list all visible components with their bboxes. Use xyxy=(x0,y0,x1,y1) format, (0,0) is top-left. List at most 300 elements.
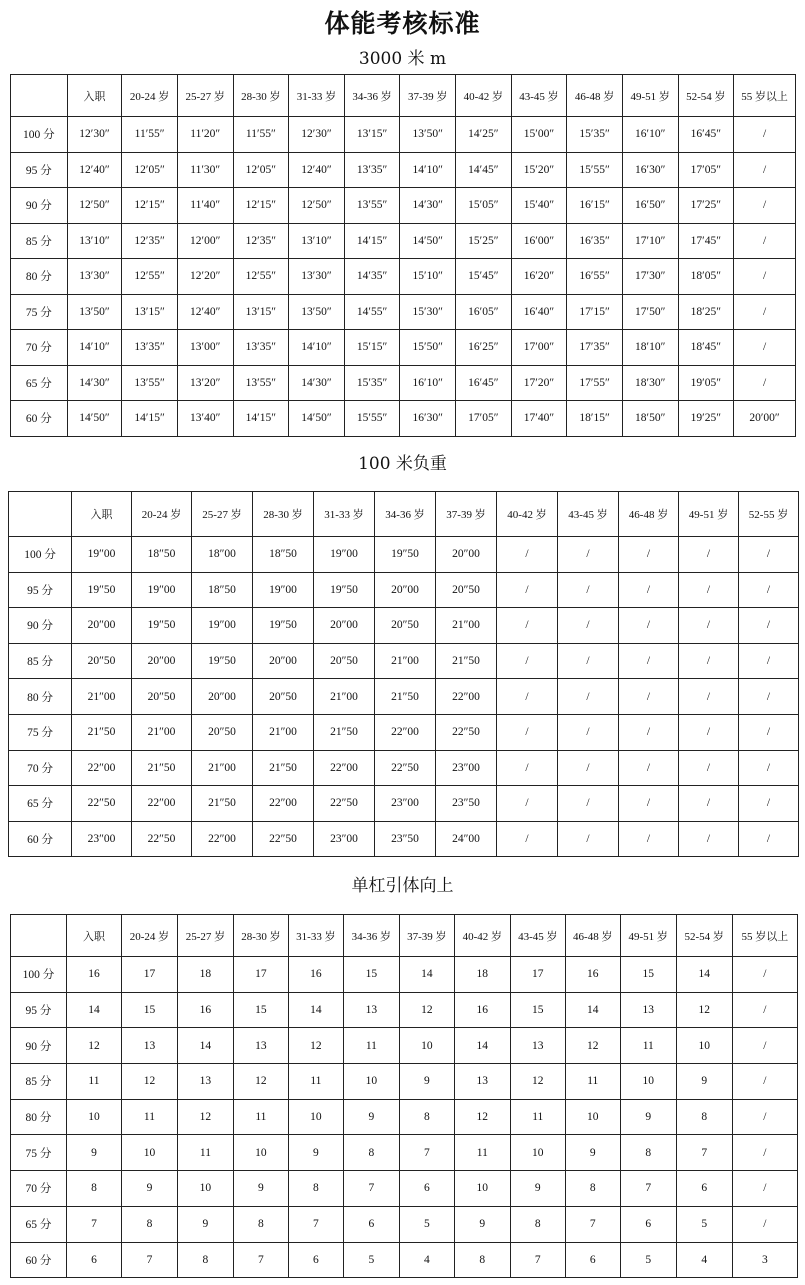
table-cell: 22″00 xyxy=(314,750,375,786)
table-cell: 14 xyxy=(288,992,343,1028)
table-cell: 17′35″ xyxy=(567,330,623,366)
table-cell: / xyxy=(734,117,796,153)
column-header: 34-36 岁 xyxy=(375,492,436,537)
column-header: 52-54 岁 xyxy=(676,915,732,957)
table-cell: 8 xyxy=(288,1171,343,1207)
column-header: 46-48 岁 xyxy=(565,915,620,957)
score-label: 85 分 xyxy=(11,1064,67,1100)
table-cell: 10 xyxy=(288,1099,343,1135)
table-cell: 13 xyxy=(233,1028,288,1064)
table-cell: 9 xyxy=(565,1135,620,1171)
table-cell: 14 xyxy=(676,957,732,993)
table-cell: 16′10″ xyxy=(622,117,678,153)
table-row xyxy=(11,1171,798,1207)
table-cell: 16 xyxy=(177,992,233,1028)
table-cell: 8 xyxy=(121,1206,177,1242)
loaded-100m-table xyxy=(8,491,799,857)
table-cell: 21″50 xyxy=(72,714,132,750)
table-cell: 11 xyxy=(121,1099,177,1135)
table-row xyxy=(11,117,796,153)
table-cell: / xyxy=(679,679,739,715)
score-label: 90 分 xyxy=(11,188,68,224)
table-cell: 14′15″ xyxy=(344,223,400,259)
table-cell: 12 xyxy=(177,1099,233,1135)
table-cell: 12 xyxy=(510,1064,565,1100)
score-label: 75 分 xyxy=(11,1135,67,1171)
table-cell: 10 xyxy=(177,1171,233,1207)
table-cell: 12′50″ xyxy=(67,188,122,224)
column-header: 入职 xyxy=(67,75,122,117)
column-header: 20-24 岁 xyxy=(132,492,192,537)
table-cell: 15′55″ xyxy=(567,152,623,188)
corner-cell xyxy=(9,492,72,537)
table-cell: 21″00 xyxy=(436,608,497,644)
table-cell: 16′20″ xyxy=(511,259,567,295)
table-cell: 16′55″ xyxy=(567,259,623,295)
table-cell: 11 xyxy=(343,1028,399,1064)
table-cell: 18′05″ xyxy=(678,259,734,295)
table-cell: 14 xyxy=(177,1028,233,1064)
table-cell: 12′40″ xyxy=(289,152,345,188)
table-cell: / xyxy=(732,1171,797,1207)
score-label: 95 分 xyxy=(9,572,72,608)
table-row xyxy=(9,679,799,715)
table-cell: 21″50 xyxy=(253,750,314,786)
table-cell: 11 xyxy=(177,1135,233,1171)
table-cell: 21″50 xyxy=(375,679,436,715)
corner-cell xyxy=(11,915,67,957)
table-cell: / xyxy=(619,750,679,786)
score-label: 100 分 xyxy=(11,117,68,153)
table-cell: 17′40″ xyxy=(511,401,567,437)
score-label: 90 分 xyxy=(11,1028,67,1064)
table-cell: 13′10″ xyxy=(67,223,122,259)
table-cell: / xyxy=(734,188,796,224)
table-cell: 9 xyxy=(233,1171,288,1207)
table-cell: 8 xyxy=(343,1135,399,1171)
score-label: 75 分 xyxy=(11,294,68,330)
table-cell: / xyxy=(619,679,679,715)
table-cell: 17′20″ xyxy=(511,365,567,401)
table-cell: 12 xyxy=(399,992,454,1028)
table-cell: / xyxy=(497,714,558,750)
table-cell: 6 xyxy=(676,1171,732,1207)
table-cell: 15′30″ xyxy=(400,294,456,330)
table-cell: / xyxy=(739,679,799,715)
table-cell: 8 xyxy=(620,1135,676,1171)
table-heading: 100 米负重 xyxy=(358,454,447,474)
table-cell: 19′05″ xyxy=(678,365,734,401)
table-cell: 12′20″ xyxy=(177,259,233,295)
table-row xyxy=(11,957,798,993)
table-cell: / xyxy=(497,572,558,608)
table-cell: 9 xyxy=(343,1099,399,1135)
column-header: 52-54 岁 xyxy=(678,75,734,117)
table-cell: 10 xyxy=(399,1028,454,1064)
table-header-row xyxy=(11,915,798,957)
table-cell: / xyxy=(739,537,799,573)
table-cell: 20″50 xyxy=(72,643,132,679)
table-cell: 18′45″ xyxy=(678,330,734,366)
table-cell: 22″50 xyxy=(375,750,436,786)
table-cell: 14′10″ xyxy=(400,152,456,188)
table-cell: 7 xyxy=(676,1135,732,1171)
table-cell: 12 xyxy=(565,1028,620,1064)
table-cell: 13′15″ xyxy=(344,117,400,153)
table-cell: 12 xyxy=(66,1028,121,1064)
table-cell: / xyxy=(739,572,799,608)
table-cell: 17 xyxy=(510,957,565,993)
score-label: 70 分 xyxy=(11,330,68,366)
table-cell: / xyxy=(558,537,619,573)
table-row xyxy=(11,259,796,295)
table-cell: 19″50 xyxy=(375,537,436,573)
table-cell: 16′00″ xyxy=(511,223,567,259)
table-cell: 23″00 xyxy=(436,750,497,786)
table-cell: 23″00 xyxy=(72,821,132,857)
table-cell: / xyxy=(732,1028,797,1064)
table-cell: 16′10″ xyxy=(400,365,456,401)
table-cell: 13′55″ xyxy=(233,365,289,401)
table-cell: 13 xyxy=(454,1064,510,1100)
table-cell: 14′55″ xyxy=(344,294,400,330)
table-cell: 9 xyxy=(620,1099,676,1135)
score-label: 95 分 xyxy=(11,992,67,1028)
table-cell: / xyxy=(732,1099,797,1135)
table-cell: / xyxy=(558,679,619,715)
pull-up-table xyxy=(10,914,798,1278)
column-header: 55 岁以上 xyxy=(734,75,796,117)
table-cell: 11 xyxy=(565,1064,620,1100)
table-cell: / xyxy=(734,365,796,401)
column-header: 40-42 岁 xyxy=(497,492,558,537)
table-cell: 22″50 xyxy=(314,786,375,822)
column-header: 46-48 岁 xyxy=(619,492,679,537)
table-cell: 10 xyxy=(233,1135,288,1171)
table-cell: 11 xyxy=(620,1028,676,1064)
table-cell: 17′05″ xyxy=(456,401,512,437)
table-cell: / xyxy=(497,750,558,786)
table-cell: 20′00″ xyxy=(734,401,796,437)
table-cell: 12 xyxy=(121,1064,177,1100)
table-cell: 16 xyxy=(66,957,121,993)
column-header: 25-27 岁 xyxy=(177,75,233,117)
table-cell: 19″50 xyxy=(192,643,253,679)
table-cell: 7 xyxy=(288,1206,343,1242)
table-cell: / xyxy=(558,643,619,679)
table-cell: 14′35″ xyxy=(344,259,400,295)
table-cell: 11 xyxy=(233,1099,288,1135)
table-cell: 21″00 xyxy=(132,714,192,750)
table-cell: 12 xyxy=(676,992,732,1028)
table-cell: 18″50 xyxy=(253,537,314,573)
table-row xyxy=(9,714,799,750)
table-cell: 15′00″ xyxy=(511,117,567,153)
table-row xyxy=(11,330,796,366)
table-cell: / xyxy=(679,821,739,857)
table-cell: 8 xyxy=(454,1242,510,1278)
table-cell: 21″00 xyxy=(375,643,436,679)
table-cell: 13′30″ xyxy=(289,259,345,295)
table-cell: 12′55″ xyxy=(122,259,178,295)
table-cell: 14 xyxy=(66,992,121,1028)
table-cell: 6 xyxy=(66,1242,121,1278)
table-cell: / xyxy=(739,786,799,822)
table-cell: 10 xyxy=(565,1099,620,1135)
table-cell: 18′10″ xyxy=(622,330,678,366)
score-label: 60 分 xyxy=(9,821,72,857)
table-cell: 19″00 xyxy=(314,537,375,573)
table-cell: 19″00 xyxy=(72,537,132,573)
table-cell: 21″00 xyxy=(72,679,132,715)
table-cell: 8 xyxy=(565,1171,620,1207)
table-cell: 14′30″ xyxy=(289,365,345,401)
table-cell: 12′35″ xyxy=(122,223,178,259)
score-label: 75 分 xyxy=(9,714,72,750)
table-cell: 11 xyxy=(288,1064,343,1100)
table-cell: 20″50 xyxy=(314,643,375,679)
table-cell: 13′35″ xyxy=(344,152,400,188)
table-cell: 20″50 xyxy=(192,714,253,750)
column-header: 20-24 岁 xyxy=(121,915,177,957)
table-cell: 18″50 xyxy=(192,572,253,608)
table-cell: 12′35″ xyxy=(233,223,289,259)
table-cell: 14′50″ xyxy=(67,401,122,437)
score-label: 70 分 xyxy=(11,1171,67,1207)
table-cell: 10 xyxy=(121,1135,177,1171)
table-cell: 11 xyxy=(510,1099,565,1135)
table-cell: / xyxy=(732,992,797,1028)
table-cell: / xyxy=(679,714,739,750)
table-cell: 18′50″ xyxy=(622,401,678,437)
table-cell: 15′20″ xyxy=(511,152,567,188)
table-cell: 22″00 xyxy=(132,786,192,822)
table-row xyxy=(11,992,798,1028)
table-cell: 8 xyxy=(233,1206,288,1242)
table-cell: 21″50 xyxy=(192,786,253,822)
table-cell: 12′40″ xyxy=(177,294,233,330)
table-cell: 17 xyxy=(233,957,288,993)
table-cell: 5 xyxy=(620,1242,676,1278)
score-label: 80 分 xyxy=(11,1099,67,1135)
table-row xyxy=(11,401,796,437)
column-header: 入职 xyxy=(72,492,132,537)
table-cell: / xyxy=(679,608,739,644)
table-cell: 16 xyxy=(288,957,343,993)
table-cell: 24″00 xyxy=(436,821,497,857)
table-cell: 15 xyxy=(121,992,177,1028)
table-cell: 7 xyxy=(510,1242,565,1278)
table-cell: 12′50″ xyxy=(289,188,345,224)
table-cell: 22″00 xyxy=(72,750,132,786)
column-header: 37-39 岁 xyxy=(400,75,456,117)
table-cell: 7 xyxy=(620,1171,676,1207)
table-cell: 12′40″ xyxy=(67,152,122,188)
table-cell: 22″00 xyxy=(253,786,314,822)
table-cell: 21″50 xyxy=(436,643,497,679)
table-cell: 14′30″ xyxy=(67,365,122,401)
table-cell: 14′15″ xyxy=(233,401,289,437)
column-header: 28-30 岁 xyxy=(233,915,288,957)
table-cell: 15′55″ xyxy=(344,401,400,437)
column-header: 25-27 岁 xyxy=(192,492,253,537)
score-label: 80 分 xyxy=(9,679,72,715)
table-heading: 单杠引体向上 xyxy=(351,876,454,896)
table-cell: 13′30″ xyxy=(67,259,122,295)
table-cell: 20″00 xyxy=(314,608,375,644)
column-header: 46-48 岁 xyxy=(567,75,623,117)
table-cell: 21″50 xyxy=(314,714,375,750)
table-cell: 17′55″ xyxy=(567,365,623,401)
table-cell: 4 xyxy=(676,1242,732,1278)
table-cell: 16′30″ xyxy=(622,152,678,188)
table-cell: / xyxy=(739,608,799,644)
table-row xyxy=(9,750,799,786)
table-cell: 14′30″ xyxy=(400,188,456,224)
table-cell: / xyxy=(497,537,558,573)
table-row xyxy=(11,223,796,259)
table-cell: 14′10″ xyxy=(67,330,122,366)
table-cell: / xyxy=(497,643,558,679)
table-cell: 19″00 xyxy=(253,572,314,608)
table-cell: 13′00″ xyxy=(177,330,233,366)
table-cell: 13′50″ xyxy=(289,294,345,330)
table-cell: 21″50 xyxy=(132,750,192,786)
table-cell: 7 xyxy=(565,1206,620,1242)
score-label: 95 分 xyxy=(11,152,68,188)
table-cell: 13′50″ xyxy=(67,294,122,330)
table-cell: 10 xyxy=(454,1171,510,1207)
table-cell: / xyxy=(558,821,619,857)
score-label: 90 分 xyxy=(9,608,72,644)
column-header: 40-42 岁 xyxy=(456,75,512,117)
table-cell: / xyxy=(732,1206,797,1242)
table-cell: 20″50 xyxy=(436,572,497,608)
table-cell: 18′15″ xyxy=(567,401,623,437)
table-cell: 16′45″ xyxy=(678,117,734,153)
table-cell: 8 xyxy=(177,1242,233,1278)
column-header: 28-30 岁 xyxy=(233,75,289,117)
table-cell: / xyxy=(739,643,799,679)
table-cell: 23″00 xyxy=(375,786,436,822)
column-header: 37-39 岁 xyxy=(399,915,454,957)
table-cell: 12′05″ xyxy=(233,152,289,188)
table-cell: 10 xyxy=(66,1099,121,1135)
table-cell: 9 xyxy=(399,1064,454,1100)
table-row xyxy=(11,152,796,188)
table-cell: 18 xyxy=(177,957,233,993)
table-cell: 21″00 xyxy=(253,714,314,750)
table-cell: / xyxy=(739,821,799,857)
table-cell: 15 xyxy=(620,957,676,993)
table-cell: 11 xyxy=(66,1064,121,1100)
table-cell: 23″50 xyxy=(436,786,497,822)
table-cell: 18 xyxy=(454,957,510,993)
table-cell: 10 xyxy=(510,1135,565,1171)
table-cell: 22″50 xyxy=(436,714,497,750)
table-cell: / xyxy=(497,821,558,857)
table-cell: / xyxy=(734,259,796,295)
table-cell: 20″00 xyxy=(72,608,132,644)
table-cell: 12 xyxy=(288,1028,343,1064)
table-cell: 6 xyxy=(565,1242,620,1278)
table-cell: 22″00 xyxy=(436,679,497,715)
column-header: 40-42 岁 xyxy=(454,915,510,957)
table-cell: 14′15″ xyxy=(122,401,178,437)
table-cell: 5 xyxy=(343,1242,399,1278)
table-cell: / xyxy=(679,537,739,573)
score-label: 65 分 xyxy=(11,1206,67,1242)
table-cell: 10 xyxy=(676,1028,732,1064)
table-cell: 14′50″ xyxy=(289,401,345,437)
score-label: 70 分 xyxy=(9,750,72,786)
table-cell: 23″50 xyxy=(375,821,436,857)
page-title: 体能考核标准 xyxy=(324,9,481,38)
table-cell: 6 xyxy=(343,1206,399,1242)
table-cell: 12′00″ xyxy=(177,223,233,259)
table-cell: / xyxy=(734,223,796,259)
table-row xyxy=(9,572,799,608)
table-cell: 18″00 xyxy=(192,537,253,573)
table-cell: / xyxy=(558,608,619,644)
table-cell: 13′55″ xyxy=(122,365,178,401)
column-header: 49-51 岁 xyxy=(622,75,678,117)
table-cell: 5 xyxy=(676,1206,732,1242)
table-cell: 13 xyxy=(177,1064,233,1100)
column-header: 37-39 岁 xyxy=(436,492,497,537)
table-cell: 13′55″ xyxy=(344,188,400,224)
table-cell: 18′25″ xyxy=(678,294,734,330)
table-cell: 20″00 xyxy=(192,679,253,715)
table-cell: 15′25″ xyxy=(456,223,512,259)
column-header: 31-33 岁 xyxy=(288,915,343,957)
table-row xyxy=(11,1242,798,1278)
table-cell: / xyxy=(619,786,679,822)
table-cell: 5 xyxy=(399,1206,454,1242)
corner-cell xyxy=(11,75,68,117)
table-cell: / xyxy=(619,537,679,573)
table-cell: 16′15″ xyxy=(567,188,623,224)
table-cell: / xyxy=(734,330,796,366)
table-cell: 19′25″ xyxy=(678,401,734,437)
table-cell: / xyxy=(558,750,619,786)
table-row xyxy=(11,1064,798,1100)
table-cell: 19″00 xyxy=(192,608,253,644)
score-label: 65 分 xyxy=(9,786,72,822)
table-cell: 16′05″ xyxy=(456,294,512,330)
table-cell: / xyxy=(732,1064,797,1100)
table-cell: 21″00 xyxy=(314,679,375,715)
table-cell: 19″50 xyxy=(132,608,192,644)
column-header: 25-27 岁 xyxy=(177,915,233,957)
column-header: 31-33 岁 xyxy=(289,75,345,117)
table-cell: 14 xyxy=(454,1028,510,1064)
table-cell: 19″00 xyxy=(132,572,192,608)
table-cell: 13 xyxy=(343,992,399,1028)
column-header: 55 岁以上 xyxy=(732,915,797,957)
table-cell: 7 xyxy=(121,1242,177,1278)
table-cell: / xyxy=(679,643,739,679)
score-label: 85 分 xyxy=(9,643,72,679)
table-cell: 14′45″ xyxy=(456,152,512,188)
table-cell: / xyxy=(497,608,558,644)
table-cell: 11′55″ xyxy=(233,117,289,153)
table-cell: 9 xyxy=(121,1171,177,1207)
table-cell: 7 xyxy=(343,1171,399,1207)
table-cell: / xyxy=(619,821,679,857)
table-row xyxy=(11,1135,798,1171)
table-cell: 13 xyxy=(121,1028,177,1064)
